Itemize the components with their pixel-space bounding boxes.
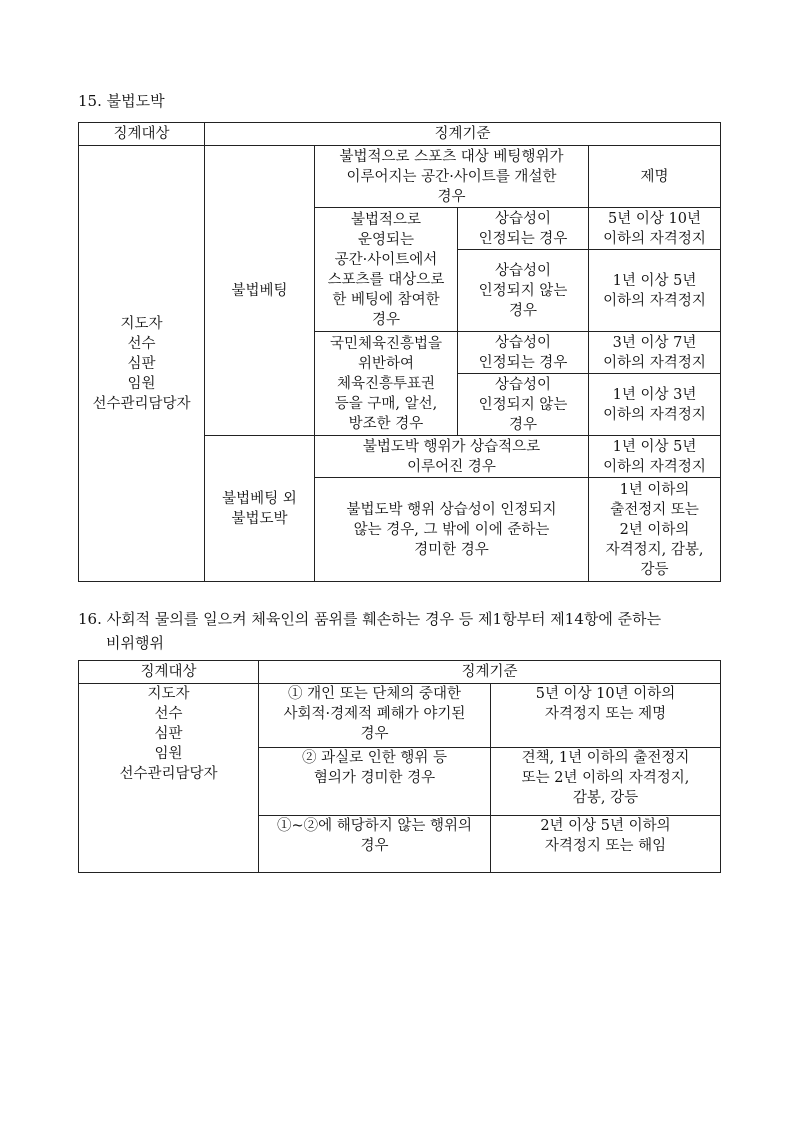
condition-cell: 상습성이 인정되지 않는 경우 <box>458 250 589 332</box>
target-cell: 지도자 선수 심판 임원 선수관리담당자 <box>79 146 205 582</box>
group-other-gambling: 불법베팅 외 불법도박 <box>205 436 315 582</box>
criteria-desc: 불법적으로 스포츠 대상 베팅행위가 이루어지는 공간·사이트를 개설한 경우 <box>315 146 589 208</box>
criteria-desc: 불법도박 행위 상습성이 인정되지 않는 경우, 그 밖에 이에 준하는 경미한 경우 <box>315 478 589 582</box>
condition-cell: 상습성이 인정되지 않는 경우 <box>458 374 589 436</box>
penalty-cell: 견책, 1년 이하의 출전정지 또는 2년 이하의 자격정지, 감봉, 강등 <box>491 748 721 816</box>
header-criteria: 징계기준 <box>259 661 721 684</box>
criteria-desc: 불법적으로 운영되는 공간·사이트에서 스포츠를 대상으로 한 베팅에 참여한 경우 <box>315 208 458 332</box>
criteria-desc: 국민체육진흥법을 위반하여 체육진흥투표권 등을 구매, 알선, 방조한 경우 <box>315 332 458 436</box>
penalty-cell: 제명 <box>589 146 721 208</box>
section-16-table <box>78 660 721 873</box>
penalty-cell: 1년 이상 5년 이하의 자격정지 <box>589 250 721 332</box>
group-illegal-betting: 불법베팅 <box>205 146 315 436</box>
penalty-cell: 1년 이상 5년 이하의 자격정지 <box>589 436 721 478</box>
table-row <box>79 684 721 748</box>
section-15-table <box>78 122 721 582</box>
penalty-cell: 5년 이상 10년 이하의 자격정지 또는 제명 <box>491 684 721 748</box>
section-16-title-line2: 비위행위 <box>106 634 164 652</box>
criteria-desc: ① 개인 또는 단체의 중대한 사회적·경제적 폐해가 야기된 경우 <box>259 684 491 748</box>
target-cell: 지도자 선수 심판 임원 선수관리담당자 <box>79 684 259 873</box>
criteria-desc: ①~②에 해당하지 않는 행위의 경우 <box>259 816 491 873</box>
condition-cell: 상습성이 인정되는 경우 <box>458 332 589 374</box>
section-16-title <box>78 607 728 655</box>
criteria-desc: 불법도박 행위가 상습적으로 이루어진 경우 <box>315 436 589 478</box>
header-target: 징계대상 <box>79 123 205 146</box>
penalty-cell: 5년 이상 10년 이하의 자격정지 <box>589 208 721 250</box>
penalty-cell: 1년 이상 3년 이하의 자격정지 <box>589 374 721 436</box>
penalty-cell: 1년 이하의 출전정지 또는 2년 이하의 자격정지, 감봉, 강등 <box>589 478 721 582</box>
section-15-title: 15. 불법도박 <box>78 92 165 110</box>
condition-cell: 상습성이 인정되는 경우 <box>458 208 589 250</box>
header-criteria: 징계기준 <box>205 123 721 146</box>
table-header-row <box>79 661 721 684</box>
penalty-cell: 3년 이상 7년 이하의 자격정지 <box>589 332 721 374</box>
penalty-cell: 2년 이상 5년 이하의 자격정지 또는 해임 <box>491 816 721 873</box>
section-16-title-line1: 16. 사회적 물의를 일으켜 체육인의 품위를 훼손하는 경우 등 제1항부터 제14항에 준하는 <box>78 610 662 628</box>
header-target: 징계대상 <box>79 661 259 684</box>
table-header-row <box>79 123 721 146</box>
criteria-desc: ② 과실로 인한 행위 등 혐의가 경미한 경우 <box>259 748 491 816</box>
table-row <box>79 146 721 208</box>
